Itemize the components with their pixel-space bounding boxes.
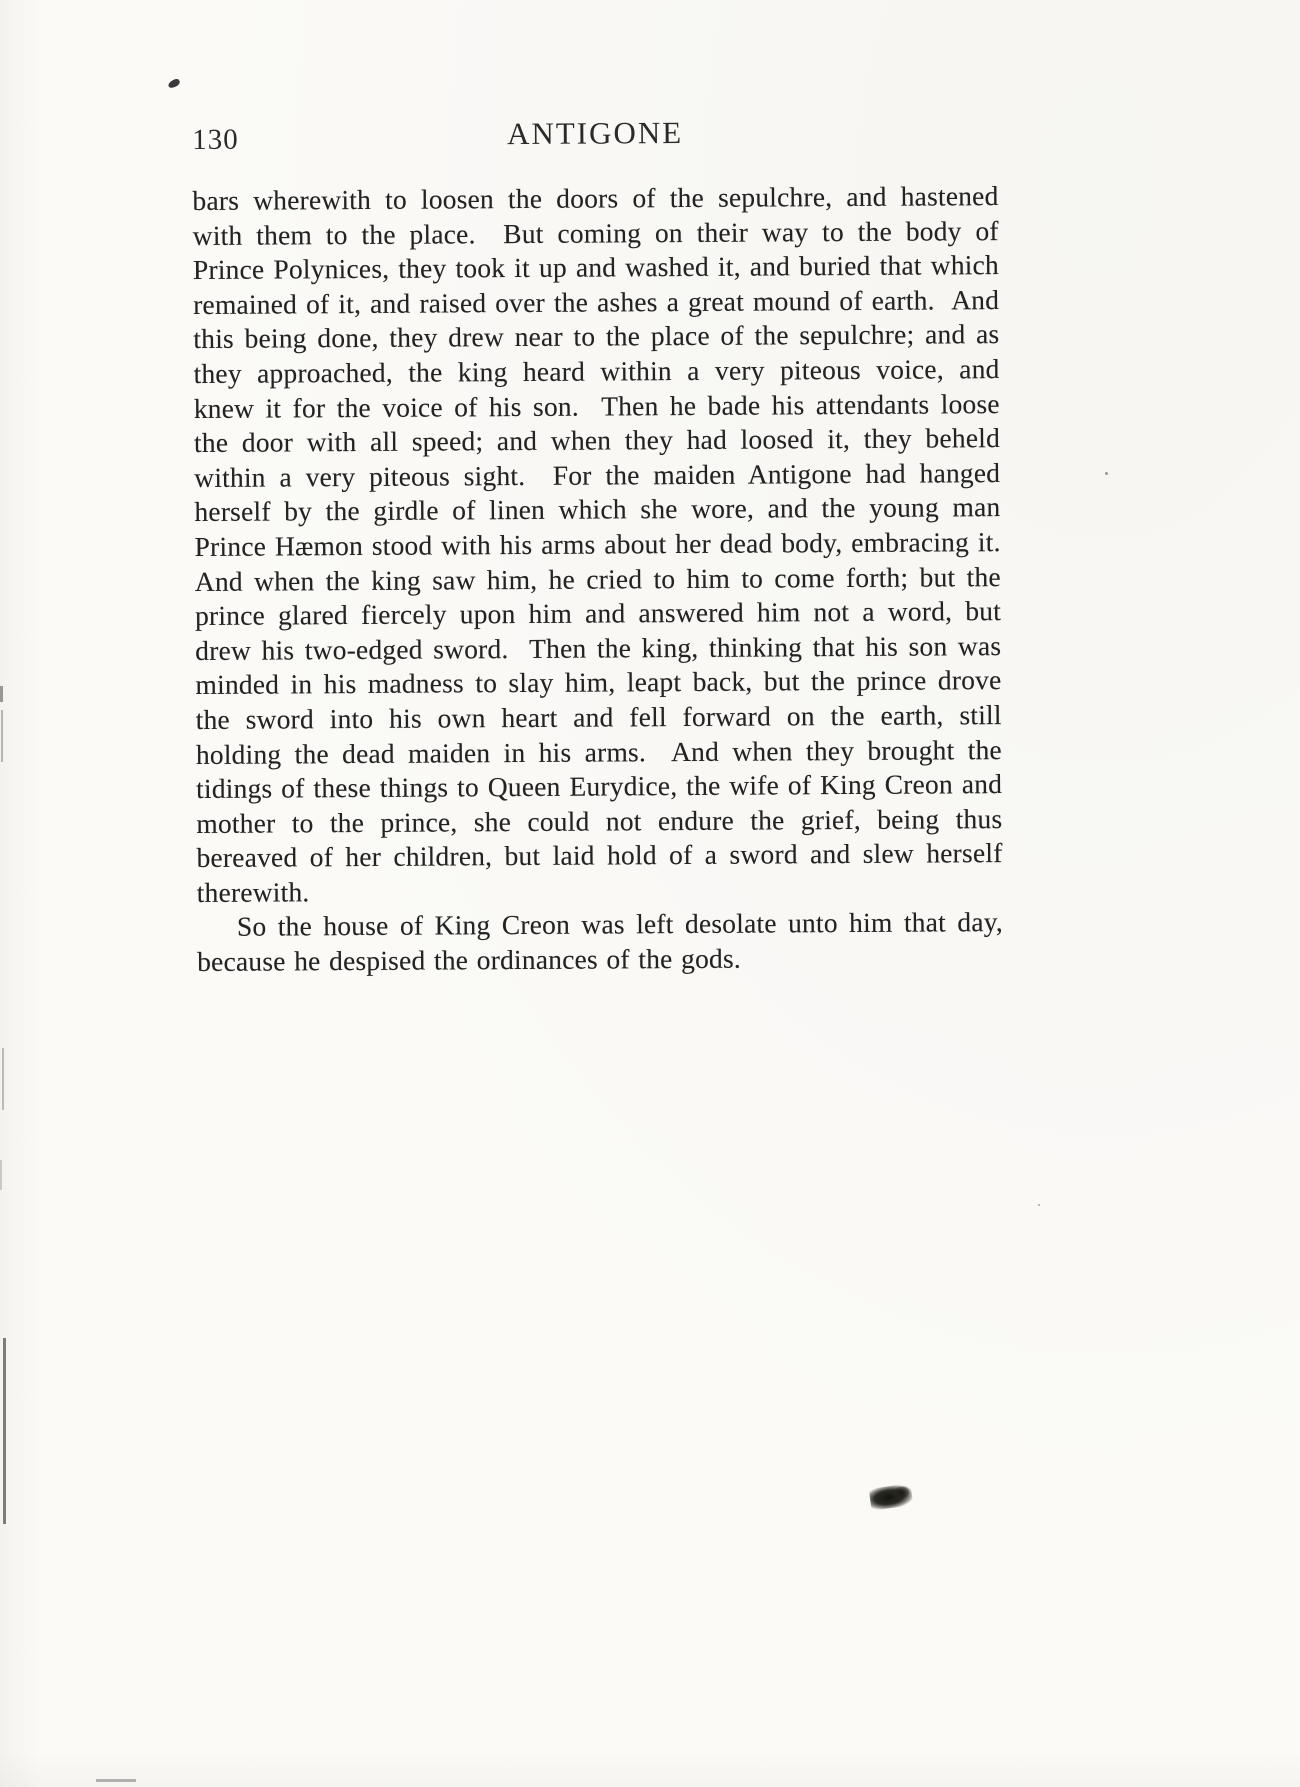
scan-edge-artifact xyxy=(0,1160,2,1190)
pen-mark xyxy=(167,78,181,89)
paragraph: bars wherewith to loosen the doors of the sepulchre, and hastened with them to the place. But coming on their way to the body of Prince Polynices, they took it up and washed it, and buried that which remained of it, and raised over the ashes a great mound of earth. And this being done, they drew near to the place of the sepulchre; and as they approached, the king heard within a very piteous voice, and knew it for the voice of his son. Then he bade his attendants loose the door with all speed; and when they had loosed it, they beheld within a very piteous sight. For the maiden Antigone had hanged herself by the girdle of linen which she wore, and the young man Prince Hæmon stood with his arms about her dead body, embracing it. And when the king saw him, he cried to him to come forth; but the prince glared fiercely upon him and answered him not a word, but drew his two-edged sword. Then the king, thinking that his son was minded in his madness to slay him, leapt back, but the prince drove the sword into his own heart and fell forward on the earth, still holding the dead maiden in his arms. And when they brought the tidings of these things to Queen Eurydice, the wife of King Creon and mother to the prince, she could not endure the grief, being thus bereaved of her children, but laid hold of a sword and slew herself therewith. xyxy=(192,180,1018,908)
ink-smudge xyxy=(869,1483,914,1511)
scan-edge-artifact xyxy=(96,1779,136,1782)
scan-edge-artifact xyxy=(2,1048,4,1110)
scan-speckle xyxy=(1105,472,1108,475)
paragraph: So the house of King Creon was left desolate unto him that day, because he despised the ordinances of the gods. xyxy=(197,906,1012,978)
page-title: ANTIGONE xyxy=(506,115,684,152)
scan-edge-artifact xyxy=(1,710,3,762)
page-body xyxy=(192,179,1018,980)
scan-edge-artifact xyxy=(0,686,3,702)
page-header xyxy=(192,113,998,162)
scan-speckle xyxy=(1038,1204,1040,1206)
scan-edge-artifact xyxy=(3,1338,6,1524)
page-number: 130 xyxy=(192,123,239,156)
text-column xyxy=(192,113,1018,980)
